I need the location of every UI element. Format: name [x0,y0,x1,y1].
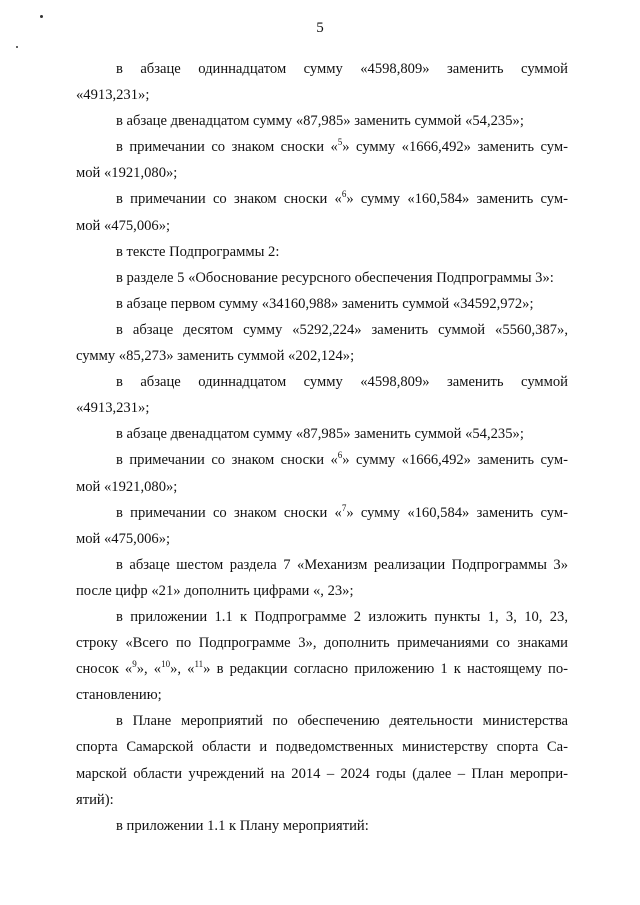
text-line: марской области учреждений на 2014 – 2024 годы (далее – План меропри- [76,765,568,782]
text-line: в тексте Подпрограммы 2: [116,243,280,260]
text-line-content [116,452,568,468]
footnote-mark: 5 [337,137,343,148]
text-line: в приложении 1.1 к Плану мероприятий: [116,817,369,834]
text-line [76,186,568,212]
text-line: спорта Самарской области и подведомственных министерству спорта Са- [76,739,568,756]
text-line: в абзаце одиннадцатом сумму «4598,809» заменить суммой [116,374,568,391]
text-line [76,500,568,526]
text-line-content [76,661,568,677]
text-line: в Плане мероприятий по обеспечению деятельности министерства [116,713,568,730]
text-line: сумму «85,273» заменить суммой «202,124»; [76,348,355,365]
text-fragment: », « [136,661,162,678]
text-fragment: в примечании со знаком сноски « [116,139,338,156]
text-line: мой «1921,080»; [76,478,178,495]
footnote-mark: 10 [161,659,171,670]
text-line: мой «1921,080»; [76,165,178,182]
text-line: «4913,231»; [76,87,150,104]
text-fragment: » сумму «1666,492» заменить сум- [342,139,568,156]
text-line: в приложении 1.1 к Подпрограмме 2 изложить пункты 1, 3, 10, 23, [116,608,568,625]
text-fragment: в примечании со знаком сноски « [116,191,342,208]
text-fragment: сносок « [76,661,133,678]
text-fragment: » сумму «160,584» заменить сум- [346,191,568,208]
text-line-content [116,139,568,155]
text-line-content [116,502,568,521]
text-line: в абзаце десятом сумму «5292,224» заменить суммой «5560,387», [116,321,568,338]
text-line: строку «Всего по Подпрограмме 3», дополнить примечаниями со знаками [76,635,568,652]
text-fragment: в примечании со знаком сноски « [116,504,342,521]
scan-speck [16,46,18,48]
text-line: в абзаце первом сумму «34160,988» заменить суммой «34592,972»; [116,295,534,312]
text-line: в абзаце двенадцатом сумму «87,985» заменить суммой «54,235»; [116,113,524,130]
text-line: в разделе 5 «Обоснование ресурсного обеспечения Подпрограммы 3»: [116,269,554,286]
footnote-mark: 11 [194,659,204,670]
text-line: в абзаце одиннадцатом сумму «4598,809» заменить суммой [116,61,568,77]
text-line: мой «475,006»; [76,217,171,234]
text-line: ятий): [76,791,114,808]
text-line: мой «475,006»; [76,530,171,547]
page-number: 5 [316,20,324,36]
text-fragment: » сумму «1666,492» заменить сум- [342,452,568,469]
footnote-mark: 9 [132,659,137,670]
text-line [76,447,568,473]
text-line: в абзаце двенадцатом сумму «87,985» заменить суммой «54,235»; [116,426,524,443]
text-line [76,656,568,682]
text-line-content [116,191,568,207]
text-line: «4913,231»; [76,400,150,417]
text-fragment: в примечании со знаком сноски « [116,452,338,469]
document-body [76,56,568,839]
text-line [76,134,568,160]
text-fragment: » в редакции согласно приложению 1 к настоящему по- [203,661,568,678]
footnote-mark: 7 [341,502,347,513]
scan-speck [40,15,43,18]
text-line: в абзаце шестом раздела 7 «Механизм реализации Подпрограммы 3» [116,556,568,573]
footnote-mark: 6 [341,189,347,200]
text-line: становлению; [76,687,162,704]
footnote-mark: 6 [337,450,343,461]
text-fragment: », « [170,661,195,678]
text-fragment: » сумму «160,584» заменить сум- [346,504,568,521]
text-line: после цифр «21» дополнить цифрами «, 23»; [76,582,354,599]
